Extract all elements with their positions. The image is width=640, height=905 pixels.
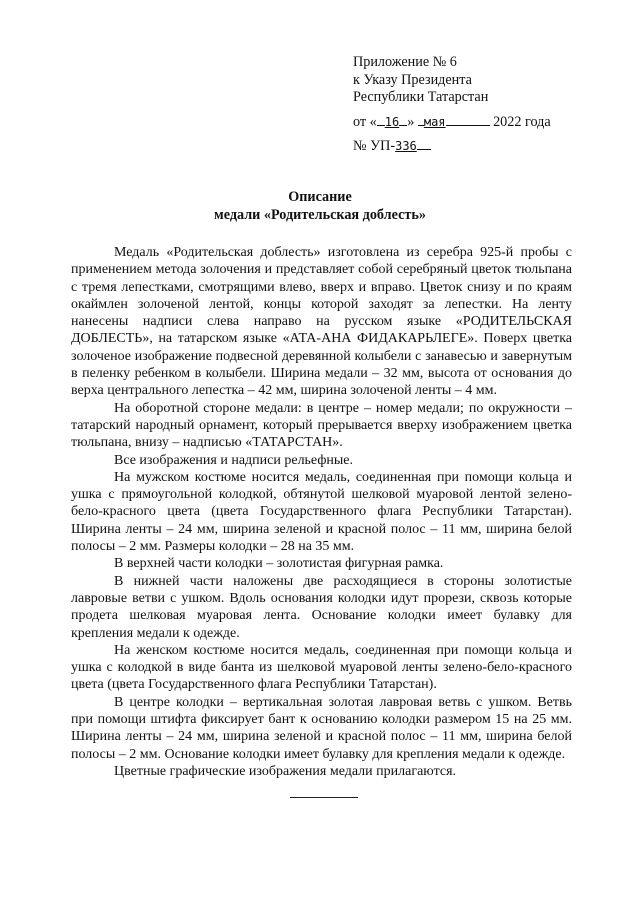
document-title — [0, 189, 640, 224]
body-paragraph: На оборотной стороне медали: в центре – номер медали; по окружности – татарский народный орнамент, который прерывается вверху изображением цветка тюльпана, внизу – надписью «ТАТАРСТАН». — [71, 400, 572, 451]
body-paragraph: Все изображения и надписи рельефные. — [114, 452, 354, 468]
body-paragraph: Медаль «Родительская доблесть» изготовлена из серебра 925-й пробы с применением метода золочения и представляет собой серебряный цветок тюльпана с тремя лепестками, смотрящими влево, вверх и вправо. Цветок снизу и по краям окаймлен золоченой лентой, концы которой заходят за лепестки. На ленту нанесены надписи слева направо на русском языке «РОДИТЕЛЬСКАЯ ДОБЛЕСТЬ», на татарском языке «АТА-АНА ФИДАКАРЬЛЕГЕ». Поверх цветка золоченое изображение подвесной деревянной колыбели с занавесью и завернутым в пеленку ребенком в колыбели. Ширина медали – 32 мм, высота от основания до верха центрального лепестка – 42 мм, ширина золоченой ленты – 4 мм. — [71, 245, 572, 399]
body-paragraph: Цветные графические изображения медали прилагаются. — [114, 763, 457, 779]
decree-number-value: 336 — [395, 139, 417, 153]
body-paragraph: В центре колодки – вертикальная золотая лавровая ветвь с ушком. Ветвь при помощи штифта фиксирует бант к основанию колодки размером 15 на 25 мм. Ширина ленты – 24 мм, ширина зеленой и красной полос – 11 мм, ширина белой полосы – 2 мм. Основание колодки имеет булавку для крепления медали к одежде. — [71, 694, 572, 762]
date-year: 2022 года — [493, 114, 551, 130]
date-mid: » — [407, 114, 415, 130]
date-month: мая — [423, 115, 446, 129]
date-prefix: от « — [353, 114, 377, 130]
body-paragraph: На женском костюме носится медаль, соединенная при помощи кольца и ушка с колодкой в виде банта из шелковой муаровой ленты зелено-бело-красного цвета (цвета Государственного флага Республики Татарстан). — [71, 642, 572, 693]
body-paragraph: В верхней части колодки – золотистая фигурная рамка. — [114, 556, 444, 572]
appendix-reference: к Указу Президента — [353, 71, 472, 88]
decree-number-blank — [417, 137, 431, 150]
decree-date — [353, 113, 551, 131]
appendix-republic: Республики Татарстан — [353, 89, 489, 105]
decree-prefix: № УП- — [353, 138, 396, 154]
document-body — [71, 244, 572, 780]
date-day: 16 — [384, 115, 400, 129]
decree-number — [353, 137, 431, 155]
title-line-1: Описание — [288, 189, 352, 205]
appendix-number: Приложение № 6 — [353, 54, 457, 70]
date-day-blank-left — [377, 113, 385, 126]
closing-divider — [290, 797, 358, 798]
appendix-header — [353, 54, 603, 107]
body-paragraph: На мужском костюме носится медаль, соединенная при помощи кольца и ушка с прямоугольной колодкой, обтянутой шелковой муаровой лентой зелено-бело-красного цвета (цвета Государственного флага Республики Татарстан). Ширина ленты – 24 мм, ширина зеленой и красной полос – 11 мм, ширина белой полосы – 2 мм. Размеры колодки – 28 на 35 мм. — [71, 469, 572, 555]
body-paragraph: В нижней части наложены две расходящиеся в стороны золотистые лавровые ветви с ушком. Вдоль основания колодки идут прорези, сквозь которые продета шелковая муаровая лента. Основание колодки имеет булавку для крепления медали к одежде. — [71, 573, 572, 641]
date-month-blank-right — [446, 113, 490, 126]
date-day-blank-right — [399, 113, 407, 126]
title-line-2: медали «Родительская доблесть» — [214, 206, 426, 223]
